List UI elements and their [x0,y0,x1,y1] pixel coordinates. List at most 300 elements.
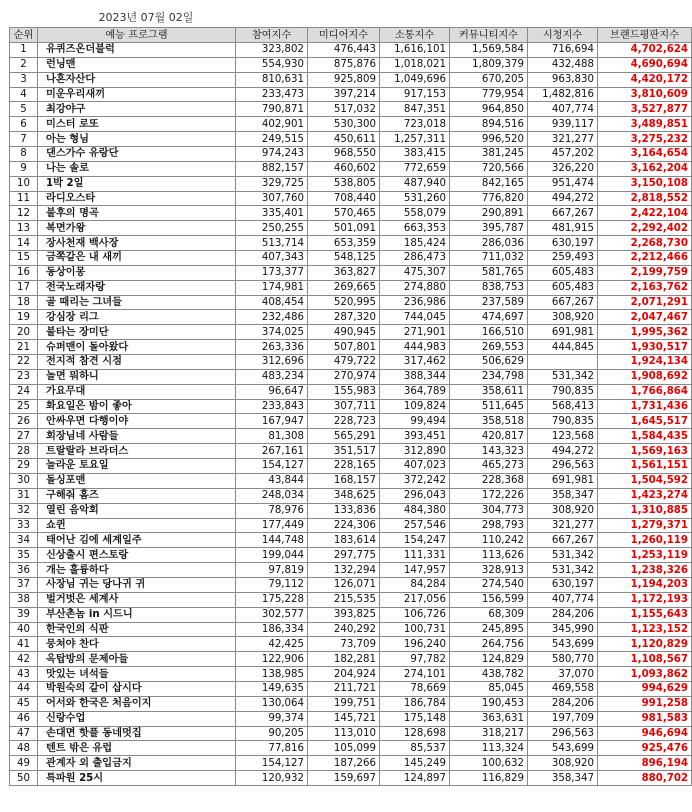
brand-reputation-cell: 1,423,274 [598,488,692,503]
rank-cell: 10 [10,176,38,191]
rank-cell: 24 [10,384,38,399]
viewership-cell: 321,277 [528,132,598,147]
table-row [10,280,692,295]
participation-cell: 175,228 [236,592,308,607]
rank-cell: 44 [10,681,38,696]
community-cell: 720,566 [450,161,528,176]
communication-cell: 145,249 [380,756,450,771]
viewership-cell: 326,220 [528,161,598,176]
rank-cell: 15 [10,251,38,266]
program-name-cell: 슈퍼맨이 돌아왔다 [38,340,236,355]
community-cell: 172,226 [450,488,528,503]
viewership-cell: 259,493 [528,251,598,266]
viewership-cell: 543,699 [528,741,598,756]
communication-cell: 128,698 [380,726,450,741]
community-cell: 842,165 [450,176,528,191]
program-name-cell: 한국인의 식판 [38,622,236,637]
communication-cell: 286,473 [380,251,450,266]
program-name-cell: 안싸우면 다행이야 [38,414,236,429]
brand-reputation-cell: 1,561,151 [598,459,692,474]
community-cell: 964,850 [450,102,528,117]
community-cell: 237,589 [450,295,528,310]
program-name-cell: 열린 음악회 [38,503,236,518]
table-row [10,369,692,384]
rank-cell: 16 [10,265,38,280]
communication-cell: 1,257,311 [380,132,450,147]
participation-cell: 407,343 [236,251,308,266]
media-cell: 211,721 [308,681,380,696]
table-row [10,117,692,132]
brand-reputation-cell: 991,258 [598,696,692,711]
communication-cell: 372,242 [380,473,450,488]
program-name-cell: 1박 2일 [38,176,236,191]
viewership-cell: 691,981 [528,473,598,488]
table-row [10,325,692,340]
brand-reputation-cell: 3,162,204 [598,161,692,176]
rank-cell: 45 [10,696,38,711]
table-row [10,87,692,102]
viewership-cell: 457,202 [528,147,598,162]
viewership-cell: 667,267 [528,295,598,310]
media-cell: 270,974 [308,369,380,384]
community-cell: 506,629 [450,355,528,370]
community-cell: 381,245 [450,147,528,162]
community-cell: 234,798 [450,369,528,384]
media-cell: 479,722 [308,355,380,370]
rank-cell: 29 [10,459,38,474]
table-row [10,340,692,355]
table-row [10,756,692,771]
media-cell: 517,032 [308,102,380,117]
participation-cell: 323,802 [236,43,308,58]
program-name-cell: 신상출시 편스토랑 [38,548,236,563]
rank-cell: 22 [10,355,38,370]
viewership-cell: 963,830 [528,72,598,87]
communication-cell: 236,986 [380,295,450,310]
communication-cell: 154,247 [380,533,450,548]
viewership-cell: 1,482,816 [528,87,598,102]
rank-cell: 48 [10,741,38,756]
participation-cell: 177,449 [236,518,308,533]
community-cell: 511,645 [450,399,528,414]
viewership-cell: 605,483 [528,265,598,280]
media-cell: 159,697 [308,771,380,786]
participation-cell: 154,127 [236,459,308,474]
viewership-cell: 308,920 [528,503,598,518]
brand-reputation-cell: 1,569,163 [598,444,692,459]
viewership-cell: 605,483 [528,280,598,295]
participation-cell: 174,981 [236,280,308,295]
viewership-cell: 494,272 [528,444,598,459]
communication-cell: 97,782 [380,652,450,667]
program-name-cell: 옥탑방의 문제아들 [38,652,236,667]
table-row [10,488,692,503]
ranking-table [9,27,692,786]
rank-cell: 2 [10,57,38,72]
rank-cell: 47 [10,726,38,741]
viewership-cell: 543,699 [528,637,598,652]
rank-cell: 17 [10,280,38,295]
brand-reputation-cell: 3,150,108 [598,176,692,191]
participation-cell: 90,205 [236,726,308,741]
community-cell: 304,773 [450,503,528,518]
media-cell: 73,709 [308,637,380,652]
table-row [10,652,692,667]
rank-cell: 36 [10,563,38,578]
participation-cell: 882,157 [236,161,308,176]
rank-cell: 33 [10,518,38,533]
media-cell: 145,721 [308,711,380,726]
participation-cell: 154,127 [236,756,308,771]
media-cell: 450,611 [308,132,380,147]
communication-cell: 124,897 [380,771,450,786]
brand-reputation-cell: 2,818,552 [598,191,692,206]
communication-cell: 78,669 [380,681,450,696]
participation-cell: 99,374 [236,711,308,726]
communication-cell: 147,957 [380,563,450,578]
participation-cell: 199,044 [236,548,308,563]
program-name-cell: 골 때리는 그녀들 [38,295,236,310]
program-name-cell: 텐트 밖은 유럽 [38,741,236,756]
viewership-cell: 444,845 [528,340,598,355]
community-cell: 1,569,584 [450,43,528,58]
brand-reputation-cell: 1,504,592 [598,473,692,488]
community-cell: 228,368 [450,473,528,488]
viewership-cell: 296,563 [528,726,598,741]
table-row [10,161,692,176]
program-name-cell: 댄스가수 유랑단 [38,147,236,162]
communication-cell: 1,049,696 [380,72,450,87]
media-cell: 925,809 [308,72,380,87]
brand-reputation-cell: 2,268,730 [598,236,692,251]
table-row [10,667,692,682]
rank-cell: 13 [10,221,38,236]
program-name-cell: 나혼자산다 [38,72,236,87]
brand-reputation-cell: 1,908,692 [598,369,692,384]
participation-cell: 232,486 [236,310,308,325]
community-cell: 438,782 [450,667,528,682]
participation-cell: 513,714 [236,236,308,251]
community-cell: 358,611 [450,384,528,399]
brand-reputation-cell: 1,731,436 [598,399,692,414]
brand-reputation-cell: 1,279,371 [598,518,692,533]
header-viewership: 시청지수 [528,28,598,43]
brand-reputation-cell: 1,645,517 [598,414,692,429]
community-cell: 298,793 [450,518,528,533]
participation-cell: 78,976 [236,503,308,518]
media-cell: 113,010 [308,726,380,741]
viewership-cell: 358,347 [528,771,598,786]
participation-cell: 130,064 [236,696,308,711]
participation-cell: 302,577 [236,607,308,622]
viewership-cell: 667,267 [528,533,598,548]
participation-cell: 233,473 [236,87,308,102]
program-name-cell: 불타는 장미단 [38,325,236,340]
communication-cell: 99,494 [380,414,450,429]
rank-cell: 4 [10,87,38,102]
rank-cell: 38 [10,592,38,607]
media-cell: 363,827 [308,265,380,280]
program-name-cell: 어서와 한국은 처음이지 [38,696,236,711]
communication-cell: 558,079 [380,206,450,221]
brand-reputation-cell: 1,123,152 [598,622,692,637]
participation-cell: 173,377 [236,265,308,280]
community-cell: 670,205 [450,72,528,87]
community-cell: 776,820 [450,191,528,206]
participation-cell: 122,906 [236,652,308,667]
table-row [10,771,692,786]
table-row [10,473,692,488]
rank-cell: 19 [10,310,38,325]
table-row [10,681,692,696]
table-row [10,637,692,652]
rank-cell: 12 [10,206,38,221]
communication-cell: 296,043 [380,488,450,503]
communication-cell: 772,659 [380,161,450,176]
brand-reputation-cell: 1,253,119 [598,548,692,563]
participation-cell: 374,025 [236,325,308,340]
header-participation: 참여지수 [236,28,308,43]
communication-cell: 663,353 [380,221,450,236]
community-cell: 711,032 [450,251,528,266]
community-cell: 68,309 [450,607,528,622]
participation-cell: 233,843 [236,399,308,414]
participation-cell: 249,515 [236,132,308,147]
program-name-cell: 전국노래자랑 [38,280,236,295]
media-cell: 204,924 [308,667,380,682]
community-cell: 474,697 [450,310,528,325]
participation-cell: 810,631 [236,72,308,87]
program-name-cell: 신랑수업 [38,711,236,726]
brand-reputation-cell: 2,212,466 [598,251,692,266]
program-name-cell: 특파원 25시 [38,771,236,786]
media-cell: 199,751 [308,696,380,711]
brand-reputation-cell: 1,930,517 [598,340,692,355]
participation-cell: 42,425 [236,637,308,652]
communication-cell: 393,451 [380,429,450,444]
media-cell: 490,945 [308,325,380,340]
community-cell: 85,045 [450,681,528,696]
participation-cell: 250,255 [236,221,308,236]
program-name-cell: 태어난 김에 세계일주 [38,533,236,548]
communication-cell: 388,344 [380,369,450,384]
brand-reputation-cell: 2,292,402 [598,221,692,236]
participation-cell: 312,696 [236,355,308,370]
media-cell: 397,214 [308,87,380,102]
program-name-cell: 손대면 핫플 동네멋집 [38,726,236,741]
table-row [10,459,692,474]
program-name-cell: 복면가왕 [38,221,236,236]
participation-cell: 974,243 [236,147,308,162]
table-row [10,355,692,370]
community-cell: 328,913 [450,563,528,578]
media-cell: 548,125 [308,251,380,266]
header-rank: 순위 [10,28,38,43]
viewership-cell: 308,920 [528,756,598,771]
communication-cell: 185,424 [380,236,450,251]
viewership-cell: 790,835 [528,384,598,399]
brand-reputation-cell: 3,489,851 [598,117,692,132]
table-row [10,696,692,711]
header-brand-reputation: 브랜드평판지수 [598,28,692,43]
rank-cell: 18 [10,295,38,310]
media-cell: 297,775 [308,548,380,563]
community-cell: 779,954 [450,87,528,102]
rank-cell: 32 [10,503,38,518]
brand-reputation-cell: 4,702,624 [598,43,692,58]
brand-reputation-cell: 1,238,326 [598,563,692,578]
rank-cell: 7 [10,132,38,147]
communication-cell: 917,153 [380,87,450,102]
brand-reputation-cell: 896,194 [598,756,692,771]
community-cell: 318,217 [450,726,528,741]
community-cell: 113,324 [450,741,528,756]
program-name-cell: 나는 솔로 [38,161,236,176]
community-cell: 363,631 [450,711,528,726]
brand-reputation-cell: 925,476 [598,741,692,756]
media-cell: 105,099 [308,741,380,756]
viewership-cell: 531,342 [528,369,598,384]
viewership-cell: 37,070 [528,667,598,682]
header-community: 커뮤니티지수 [450,28,528,43]
brand-reputation-cell: 1,924,134 [598,355,692,370]
media-cell: 182,281 [308,652,380,667]
viewership-cell: 407,774 [528,102,598,117]
rank-cell: 34 [10,533,38,548]
table-row [10,533,692,548]
brand-reputation-cell: 3,527,877 [598,102,692,117]
program-name-cell: 미스터 로또 [38,117,236,132]
table-row [10,518,692,533]
participation-cell: 483,234 [236,369,308,384]
media-cell: 287,320 [308,310,380,325]
table-row [10,176,692,191]
communication-cell: 274,101 [380,667,450,682]
viewership-cell: 630,197 [528,236,598,251]
viewership-cell: 630,197 [528,577,598,592]
community-cell: 286,036 [450,236,528,251]
community-cell: 996,520 [450,132,528,147]
community-cell: 465,273 [450,459,528,474]
communication-cell: 217,056 [380,592,450,607]
report-date: 2023년 07월 02일 [98,11,194,24]
program-name-cell: 미운우리새끼 [38,87,236,102]
community-cell: 116,829 [450,771,528,786]
media-cell: 132,294 [308,563,380,578]
media-cell: 228,165 [308,459,380,474]
viewership-cell [528,355,598,370]
media-cell: 565,291 [308,429,380,444]
program-name-cell: 관계자 외 출입금지 [38,756,236,771]
media-cell: 708,440 [308,191,380,206]
viewership-cell: 345,990 [528,622,598,637]
viewership-cell: 580,770 [528,652,598,667]
viewership-cell: 308,920 [528,310,598,325]
program-name-cell: 놀라운 토요일 [38,459,236,474]
rank-cell: 9 [10,161,38,176]
brand-reputation-cell: 1,155,643 [598,607,692,622]
communication-cell: 271,901 [380,325,450,340]
rank-cell: 46 [10,711,38,726]
media-cell: 240,292 [308,622,380,637]
community-cell: 838,753 [450,280,528,295]
brand-reputation-cell: 2,422,104 [598,206,692,221]
brand-reputation-cell: 3,810,609 [598,87,692,102]
brand-reputation-cell: 1,260,119 [598,533,692,548]
viewership-cell: 951,474 [528,176,598,191]
participation-cell: 138,985 [236,667,308,682]
community-cell: 100,632 [450,756,528,771]
program-name-cell: 강심장 리그 [38,310,236,325]
community-cell: 264,756 [450,637,528,652]
participation-cell: 554,930 [236,57,308,72]
viewership-cell: 432,488 [528,57,598,72]
rank-cell: 31 [10,488,38,503]
rank-cell: 8 [10,147,38,162]
community-cell: 290,891 [450,206,528,221]
viewership-cell: 284,206 [528,696,598,711]
table-row [10,503,692,518]
table-row [10,132,692,147]
community-cell: 420,817 [450,429,528,444]
rank-cell: 1 [10,43,38,58]
communication-cell: 475,307 [380,265,450,280]
table-row [10,43,692,58]
viewership-cell: 321,277 [528,518,598,533]
program-name-cell: 부산촌놈 in 시드니 [38,607,236,622]
communication-cell: 84,284 [380,577,450,592]
rank-cell: 40 [10,622,38,637]
viewership-cell: 494,272 [528,191,598,206]
participation-cell: 307,760 [236,191,308,206]
brand-reputation-cell: 2,163,762 [598,280,692,295]
communication-cell: 317,462 [380,355,450,370]
participation-cell: 267,161 [236,444,308,459]
table-row [10,548,692,563]
table-row [10,221,692,236]
rank-cell: 28 [10,444,38,459]
participation-cell: 43,844 [236,473,308,488]
communication-cell: 444,983 [380,340,450,355]
table-row [10,236,692,251]
rank-cell: 42 [10,652,38,667]
table-row [10,72,692,87]
rank-cell: 26 [10,414,38,429]
program-name-cell: 최강야구 [38,102,236,117]
rank-cell: 43 [10,667,38,682]
brand-reputation-cell: 1,172,193 [598,592,692,607]
brand-reputation-cell: 994,629 [598,681,692,696]
rank-cell: 50 [10,771,38,786]
program-name-cell: 벌거벗은 세계사 [38,592,236,607]
viewership-cell: 123,568 [528,429,598,444]
table-row [10,711,692,726]
community-cell: 190,453 [450,696,528,711]
viewership-cell: 197,709 [528,711,598,726]
table-row [10,310,692,325]
viewership-cell: 716,694 [528,43,598,58]
participation-cell: 186,334 [236,622,308,637]
participation-cell: 79,112 [236,577,308,592]
program-name-cell: 아는 형님 [38,132,236,147]
communication-cell: 106,726 [380,607,450,622]
media-cell: 570,465 [308,206,380,221]
communication-cell: 312,890 [380,444,450,459]
media-cell: 168,157 [308,473,380,488]
table-row [10,57,692,72]
program-name-cell: 금쪽같은 내 새끼 [38,251,236,266]
participation-cell: 335,401 [236,206,308,221]
